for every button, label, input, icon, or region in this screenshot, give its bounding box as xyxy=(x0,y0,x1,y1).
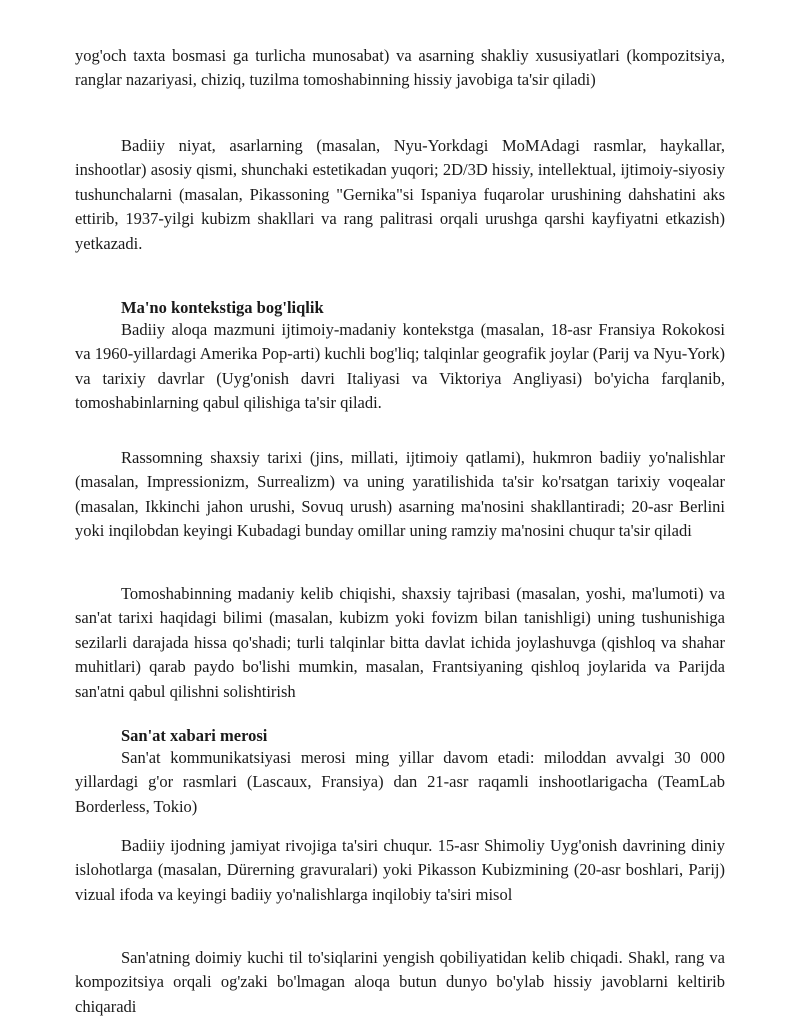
paragraph-context-3: Tomoshabinning madaniy kelib chiqishi, shaxsiy tajribasi (masalan, yoshi, ma'lumoti) va san'at tarixi haqidagi bilimi (masalan, kubizm yoki fovizm bilan tanishligi) uning tushunishiga sezilarli darajada hissa qo'shadi; turli talqinlar bitta davlat ichida joylashuvga (qishloq va shahar muhitlari) qarab paydo bo'lishi mumkin, masalan, Frantsiyaning qishloq joylarida va Parijda san'atni qabul qilishni solishtirish xyxy=(75,584,725,701)
paragraph-artistic-intent: Badiiy niyat, asarlarning (masalan, Nyu-Yorkdagi MoMAdagi rasmlar, haykallar, inshootlar) asosiy qismi, shunchaki estetikadan yuqori; 2D/3D hissiy, intellektual, ijtimoiy-siyosiy tushunchalarni (masalan, Pikassoning "Gernika"si Ispaniya fuqarolar urushining dahshatini aks ettirib, 1937-yilgi kubizm shakllari va rang palitrasi orqali urushga qarshi kayfiyatni etkazish) yetkazadi. xyxy=(75,136,725,253)
paragraph-heritage-1: San'at kommunikatsiyasi merosi ming yillar davom etadi: miloddan avvalgi 30 000 yillardagi g'or rasmlari (Lascaux, Fransiya) dan 21-asr raqamli inshootlarigacha (TeamLab Borderless, Tokio) xyxy=(75,748,725,816)
paragraph-heritage-3: San'atning doimiy kuchi til to'siqlarini yengish qobiliyatidan kelib chiqadi. Shakl, rang va kompozitsiya orqali og'zaki bo'lmagan aloqa butun dunyo bo'ylab hissiy javoblarni keltirib chiqaradi xyxy=(75,948,725,1016)
paragraph-context-1: Badiiy aloqa mazmuni ijtimoiy-madaniy kontekstga (masalan, 18-asr Fransiya Rokokosi va 1960-yillardagi Amerika Pop-arti) kuchli bog'liq; talqinlar geografik joylar (Parij va Nyu-York) va tarixiy davrlar (Uyg'onish davri Italiyasi va Viktoriya Angliyasi) bo'yicha farqlanib, tomoshabinlarning qabul qilishiga ta'sir qiladi. xyxy=(75,320,725,413)
paragraph-context-2: Rassomning shaxsiy tarixi (jins, millati, ijtimoiy qatlami), hukmron badiiy yo'nalishlar (masalan, Impressionizm, Surrealizm) va uning yaratilishida ta'sir ko'rsatgan tarixiy voqealar (masalan, Ikkinchi jahon urushi, Sovuq urush) asarning ma'nosini shakllantiradi; 20-asr Berlini yoki inqilobdan keyingi Kubadagi bunday omillar uning ramziy ma'nosini chuqur ta'sir qiladi xyxy=(75,448,725,541)
heading-art-heritage: San'at xabari merosi xyxy=(121,726,268,745)
paragraph-continuation: yog'och taxta bosmasi ga turlicha munosabat) va asarning shakliy xususiyatlari (kompozitsiya, ranglar nazariyasi, chiziq, tuzilma tomoshabinning hissiy javobiga ta'sir qiladi) xyxy=(75,46,725,90)
paragraph-heritage-2: Badiiy ijodning jamiyat rivojiga ta'siri chuqur. 15-asr Shimoliy Uyg'onish davrining diniy islohotlarga (masalan, Dürerning gravuralari) yoki Pikasson Kubizmining (20-asr boshlari, Parij) vizual ifoda va keyingi badiiy yo'nalishlarga inqilobiy ta'siri misol xyxy=(75,836,725,904)
heading-context-dependence: Ma'no kontekstiga bog'liqlik xyxy=(121,298,324,317)
